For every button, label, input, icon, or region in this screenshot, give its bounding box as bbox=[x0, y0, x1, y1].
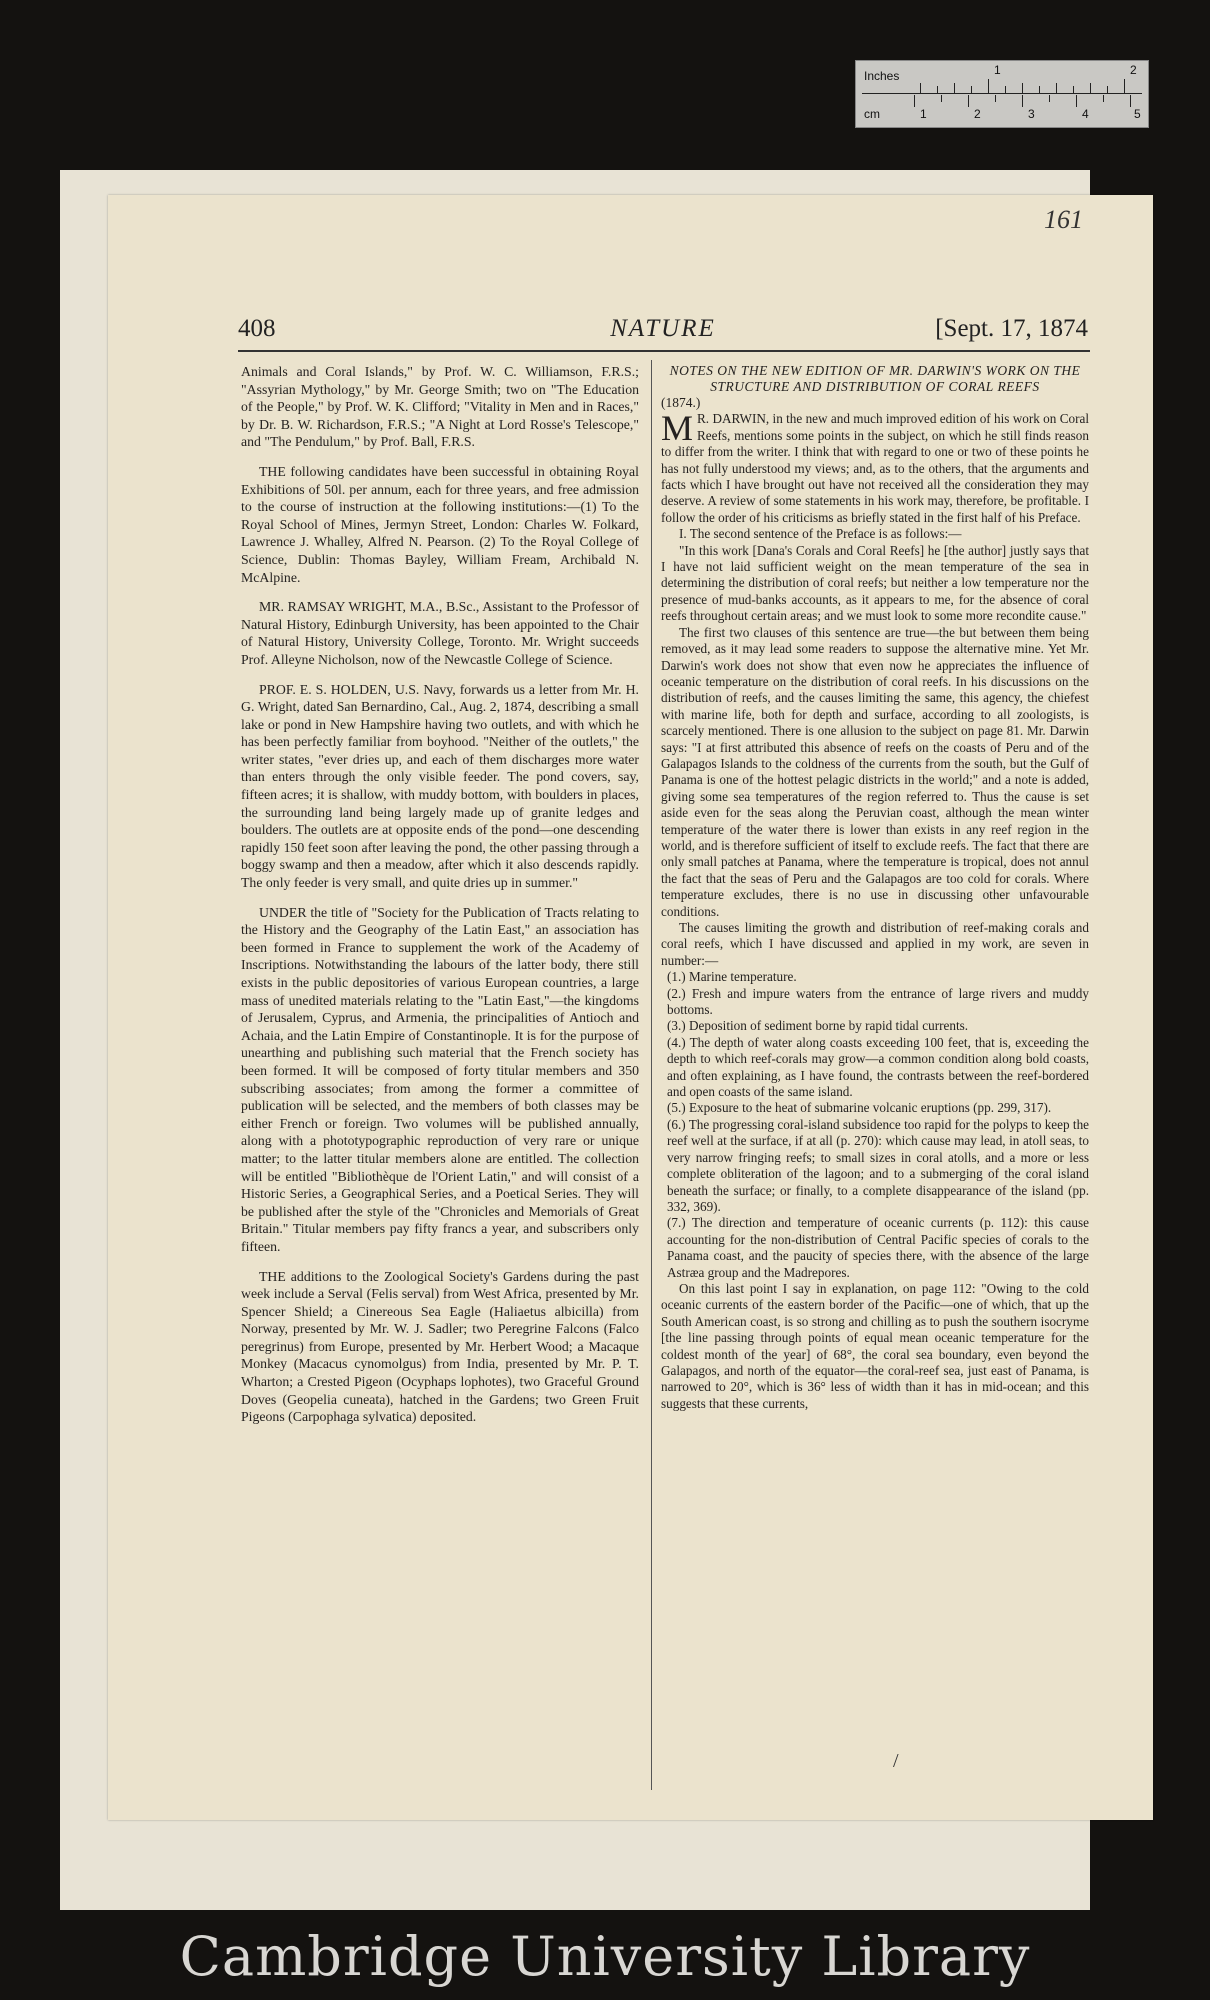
paragraph-latin-east-society: UNDER the title of "Society for the Publication of Tracts relating to the History and the Geography of the Latin East," an association has been formed in France to supplement the work of the Academy of Inscriptions. Notwithstanding the labours of the latter body, there still exists in the public depositories of various European countries, a large mass of unedited materials relating to the "Latin East,"—the kingdoms of Jerusalem, Cyprus, and Armenia, the principalities of Antioch and Achaia, and the Latin Empire of Constantinople. It is for the purpose of unearthing and publishing such material that the French society has been formed. It will be composed of forty titular members and 350 subscribing associates; from among the former a committee of publication will be selected, and the members of both classes may be either French or foreign. Two volumes will be published annually, along with a phototypographic reproduction of very rare or unique matter; to the latter titular members alone are entitled. The collection will be entitled "Bibliothèque de l'Orient Latin," and will consist of a Historic Series, a Geographical Series, and a Poetical Series. They will be published after the style of the "Chronicles and Memorials of Great Britain." Titular members pay fifty francs a year, and subscribers only fifteen. bbox=[241, 904, 639, 1254]
issue-date: [Sept. 17, 1874 bbox=[935, 315, 1088, 342]
inches-label: Inches bbox=[864, 69, 900, 83]
scale-tick bbox=[941, 95, 942, 102]
scale-tick bbox=[920, 83, 921, 93]
cm-scale bbox=[862, 95, 1142, 125]
scale-tick bbox=[1076, 95, 1077, 107]
inch-mark-1: 1 bbox=[994, 63, 1001, 77]
article-closing-paragraph: On this last point I say in explanation, on page 112: "Owing to the cold oceanic currents of the eastern border of the Pacific—one of which, that up the South American coast, is so strong and chilling as to push the southern isocryme [the line passing through points of equal mean oceanic temperature for the coldest month of the year] of 68°, the coral sea boundary, even beyond the Galapagos, and north of the equator—the coral-reef sea, just east of Panama, is narrowed to 20°, which is 36° less of width than it has in mid-ocean; and this suggests that these currents, bbox=[661, 1280, 1089, 1411]
list-item: (5.) Exposure to the heat of submarine volcanic eruptions (pp. 299, 317). bbox=[667, 1100, 1052, 1116]
scale-tick bbox=[1130, 95, 1131, 107]
scale-tick bbox=[1103, 95, 1104, 102]
list-item: (4.) The depth of water along coasts exceeding 100 feet, that is, exceeding the depth to which reef-corals may grow—a common condition along bold coasts, and often explaining, as I have found, the contrasts between the reef-bordered and open coasts of the same island. bbox=[667, 1034, 1089, 1100]
inch-mark-2: 2 bbox=[1130, 63, 1137, 77]
cm-mark-4: 4 bbox=[1082, 107, 1089, 121]
measurement-scale-bar bbox=[855, 60, 1149, 128]
cm-label: cm bbox=[864, 107, 880, 121]
paragraph-lecture-list: Animals and Coral Islands," by Prof. W. C. Williamson, F.R.S.; "Assyrian Mythology," by Mr. George Smith; two on "The Education of the People," by Prof. W. K. Clifford; "Vitality in Men and in Races," by Dr. B. W. Richardson, F.R.S.; "A Night at Lord Rosse's Telescope," and "The Pendulum," by Prof. Ball, F.R.S. bbox=[241, 364, 639, 450]
scale-tick bbox=[954, 83, 955, 93]
list-item: (1.) Marine temperature. bbox=[667, 969, 797, 985]
scale-tick bbox=[968, 95, 969, 107]
column-divider bbox=[651, 360, 652, 1790]
scale-tick bbox=[995, 95, 996, 102]
scale-tick bbox=[1022, 83, 1023, 93]
list-item: (2.) Fresh and impure waters from the entrance of large rivers and muddy bottoms. bbox=[667, 985, 1089, 1018]
article-paragraph: I. The second sentence of the Preface is as follows:— bbox=[679, 526, 962, 542]
scale-tick bbox=[1039, 86, 1040, 93]
article-intro-text: R. DARWIN, in the new and much improved edition of his work on Coral Reefs, mentions some points in the subject, on which he still finds reason to differ from the writer. I think that with regard to one or two of these points he has not fully understood my views; and, as to the others, that the arguments and facts which I have brought out have not received all the consideration they may deserve. A review of some statements in his work may, therefore, be profitable. I follow the order of his criticisms as briefly stated in the first half of his Preface. bbox=[661, 411, 1089, 525]
scale-tick bbox=[1056, 83, 1057, 93]
right-column bbox=[661, 363, 1089, 1412]
article-quote: "In this work [Dana's Corals and Coral Reefs] he [the author] justly says that I have not laid sufficient weight on the mean temperature of the sea in determining the distribution of coral reefs; but neither a low temperature nor the presence of mud-banks accounts, as it appears to me, for the absence of coral reefs throughout certain areas; and we must look to some more recondite cause." bbox=[661, 542, 1089, 624]
cm-mark-1: 1 bbox=[920, 107, 927, 121]
list-item: (3.) Deposition of sediment borne by rapid tidal currents. bbox=[667, 1018, 969, 1034]
scale-tick bbox=[988, 79, 989, 93]
list-item: (6.) The progressing coral-island subsidence too rapid for the polyps to keep the reef well at the surface, if at all (p. 270): which cause may lead, in atoll seas, to very narrow fringing reefs; to small sizes in coral atolls, and a more or less complete obliteration of the lagoon; and to a submerging of the coral island beneath the surface; or finally, to a complete disappearance of the island (pp. 332, 369). bbox=[667, 1116, 1090, 1214]
left-column bbox=[241, 363, 639, 1426]
paragraph-royal-exhibitions: THE following candidates have been successful in obtaining Royal Exhibitions of 50l. per annum, each for three years, and free admission to the course of instruction at the following institutions:—(1) To the Royal School of Mines, Jermyn Street, London: Charles W. Folkard, Lawrence J. Whalley, Alfred N. Pearson. (2) To the Royal College of Science, Dublin: Thomas Bayley, William Fream, Archibald N. McAlpine. bbox=[241, 463, 639, 585]
header-rule bbox=[238, 350, 1090, 352]
cm-mark-2: 2 bbox=[974, 107, 981, 121]
page-header bbox=[238, 315, 1088, 355]
page-number: 408 bbox=[238, 315, 276, 342]
journal-page bbox=[108, 195, 1153, 1820]
inches-scale bbox=[862, 63, 1142, 94]
scale-tick bbox=[937, 86, 938, 93]
paragraph-zoological-additions: THE additions to the Zoological Society's Gardens during the past week include a Serval (Felis serval) from West Africa, presented by Mr. Spencer Shield; a Cinereous Sea Eagle (Haliaetus albicilla) from Norway, presented by Mr. W. J. Sadler; two Peregrine Falcons (Falco peregrinus) from Europe, presented by Mr. Herbert Wood; a Macaque Monkey (Macacus cynomolgus) from India, presented by Mr. P. T. Wharton; a Crested Pigeon (Ocyphaps lophotes), two Graceful Ground Doves (Geopelia cuneata), hatched in the Gardens; two Green Fruit Pigeons (Carpophaga sylvatica) deposited. bbox=[241, 1268, 639, 1425]
drop-cap: M bbox=[661, 408, 694, 449]
scale-tick bbox=[1005, 86, 1006, 93]
causes-list bbox=[661, 969, 1089, 1281]
scale-tick bbox=[971, 86, 972, 93]
paragraph-holden-pond: PROF. E. S. HOLDEN, U.S. Navy, forwards us a letter from Mr. H. G. Wright, dated San Bernardino, Cal., Aug. 2, 1874, describing a small lake or pond in New Hampshire having two outlets, and with which he has been perfectly familiar from boyhood. "Neither of the outlets," the writer states, "ever dries up, and each of them discharges more water than enters through the only visible feeder. The pond covers, say, fifteen acres; it is shallow, with muddy bottom, with boulders in places, the surrounding land being largely made up of granite ledges and boulders. The outlets are at opposite ends of the pond—one descending rapidly 150 feet soon after leaving the pond, the other passing through a boggy swamp and then a meadow, after which it also descends rapidly. The only feeder is very small, and quite dries up in summer." bbox=[241, 681, 639, 891]
cm-mark-5: 5 bbox=[1134, 107, 1141, 121]
scale-tick bbox=[1049, 95, 1050, 102]
journal-title: NATURE bbox=[610, 315, 716, 342]
article-year: (1874.) bbox=[661, 395, 701, 410]
scale-tick bbox=[1107, 86, 1108, 93]
handwritten-folio-number: 161 bbox=[1044, 205, 1083, 234]
scale-tick bbox=[1022, 95, 1023, 107]
library-watermark: Cambridge University Library bbox=[179, 1925, 1031, 1988]
article-intro bbox=[661, 408, 1089, 526]
scale-tick bbox=[914, 95, 915, 107]
list-item: (7.) The direction and temperature of oceanic currents (p. 112): this cause accounting for the non-distribution of Central Pacific species of corals to the Panama coast, and the paucity of species there, with the absence of the large Astræa group and the Madrepores. bbox=[667, 1215, 1089, 1280]
paragraph-ramsay-wright: MR. RAMSAY WRIGHT, M.A., B.Sc., Assistant to the Professor of Natural History, Edinburgh University, has been appointed to the Chair of Natural History, University College, Toronto. Mr. Wright succeeds Prof. Alleyne Nicholson, now of the Newcastle College of Science. bbox=[241, 599, 639, 667]
scale-tick bbox=[1073, 86, 1074, 93]
cm-mark-3: 3 bbox=[1028, 107, 1035, 121]
scale-tick bbox=[1124, 79, 1125, 93]
stray-pencil-mark: / bbox=[893, 1750, 899, 1772]
article-title: NOTES ON THE NEW EDITION OF MR. DARWIN'S WORK ON THE STRUCTURE AND DISTRIBUTION OF CORAL REEFS bbox=[669, 363, 1081, 394]
article-paragraph: The causes limiting the growth and distribution of reef-making corals and coral reefs, which I have discussed and applied in my work, are seven in number:— bbox=[661, 920, 1089, 968]
scale-tick bbox=[1090, 83, 1091, 93]
article-paragraph: The first two clauses of this sentence are true—the but between them being removed, as it may lead some readers to suppose the alternative mine. Yet Mr. Darwin's work does not show that even now he appreciates the influence of oceanic temperature on the distribution of coral reefs. In his discussions on the distribution of reefs, and the causes limiting the same, this agency, the chiefest with marine life, both for depth and surface, according to all zoologists, is scarcely mentioned. There is one allusion to the subject on page 81. Mr. Darwin says: "I at first attributed this absence of reefs on the coasts of Peru and of the Galapagos Islands to the coldness of the currents from the south, but the Gulf of Panama is one of the hottest pelagic districts in the world;" and a note is added, giving some sea temperatures of the region referred to. Thus the cause is set aside even for the seas along the Peruvian coast, although the mean winter temperature of the water there is lower than exists in any reef region in the world, and is therefore sufficient of itself to exclude reefs. The fact that there are only small patches at Panama, where the temperature is tropical, does not annul the fact that the seas of Peru and the Galapagos are too cold for corals. Where temperature excludes, there is no use in discussing other unfavourable conditions. bbox=[661, 624, 1089, 919]
